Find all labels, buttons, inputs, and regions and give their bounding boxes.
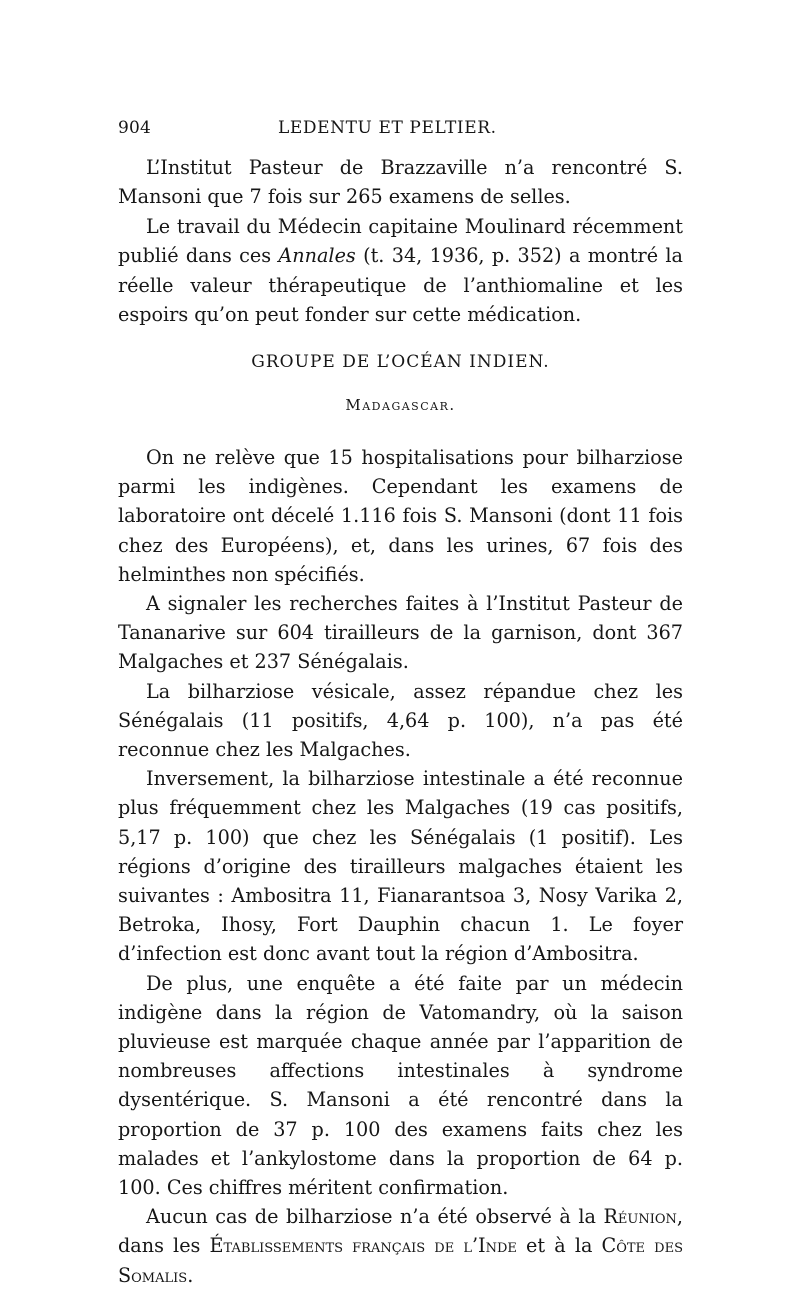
intro-text-block [118,153,683,329]
cote-label: Côte des Somalis [118,1234,683,1287]
section-title: GROUPE DE L’OCÉAN INDIEN. [251,352,550,372]
page-header [118,118,678,144]
paragraph-moulinard [118,212,683,330]
last-paragraph-part2: , dans les [118,1205,683,1258]
paragraph-tananarive: A signaler les recherches faites à l’Institut Pasteur de Tananarive sur 604 tirailleurs de la garnison, dont 367 Malgaches et 237 Sénégalais. [118,592,683,674]
paragraph-moulinard-text: Le travail du Médecin capitaine Moulinard récemment publié dans ces Annales (t. 34, 1936, p. 352) a montré la réelle valeur thérapeutique de l’anthiomaline et les espoirs qu’on peut fonder sur cette médication. [118,214,683,327]
etablissements-label: Établissements français de l’Inde [209,1234,517,1258]
paragraph-bilharziose-intestinale: Inversement, la bilharziose intestinale a été reconnue plus fréquemment chez les Malgaches (19 cas positifs, 5,17 p. 100) que chez les Sénégalais (1 positif). Les régions d’origine des tirailleurs malgaches étaient les suivantes : Ambositra 11, Fianarantsoa 3, Nosy Varika 2, Betroka, Ihosy, Fort Dauphin chacun 1. Le foyer d’infection est donc avant tout la région d’Ambositra. [118,767,683,966]
reunion-label: Réunion [603,1205,677,1229]
last-paragraph-part3: et à la [516,1234,602,1258]
last-paragraph-part4: . [187,1263,194,1287]
last-paragraph-part1: Aucun cas de bilharziose n’a été observé à la [146,1205,604,1229]
running-title: LEDENTU ET PELTIER. [278,118,497,138]
page-number: 904 [118,118,152,138]
journal-name: Annales [278,244,356,268]
paragraph-hospitalisations: On ne relève que 15 hospitalisations pour bilharziose parmi les indigènes. Cependant les examens de laboratoire ont décelé 1.116 fois S. Mansoni (dont 11 fois chez des Européens), et, dans les urines, 67 fois des helminthes non spécifiés. [118,446,683,586]
paragraph-vatomandry: De plus, une enquête a été faite par un médecin indigène dans la région de Vatomandry, où la saison pluvieuse est marquée chaque année par l’apparition de nombreuses affections intestinales à syndrome dysentérique. S. Mansoni a été rencontré dans la proportion de 37 p. 100 des examens faits chez les malades et l’ankylostome dans la proportion de 64 p. 100. Ces chiffres méritent confirmation. [118,971,683,1200]
paragraph-brazzaville: L’Institut Pasteur de Brazzaville n’a rencontré S. Mansoni que 7 fois sur 265 examens de selles. [118,156,683,209]
madagascar-text-block [118,443,683,1290]
paragraph-bilharziose-vesicale: La bilharziose vésicale, assez répandue chez les Sénégalais (11 positifs, 4,64 p. 100), n’a pas été reconnue chez les Malgaches. [118,679,683,762]
paragraph-reunion [118,1202,683,1290]
subsection-title: Madagascar. [345,396,456,414]
